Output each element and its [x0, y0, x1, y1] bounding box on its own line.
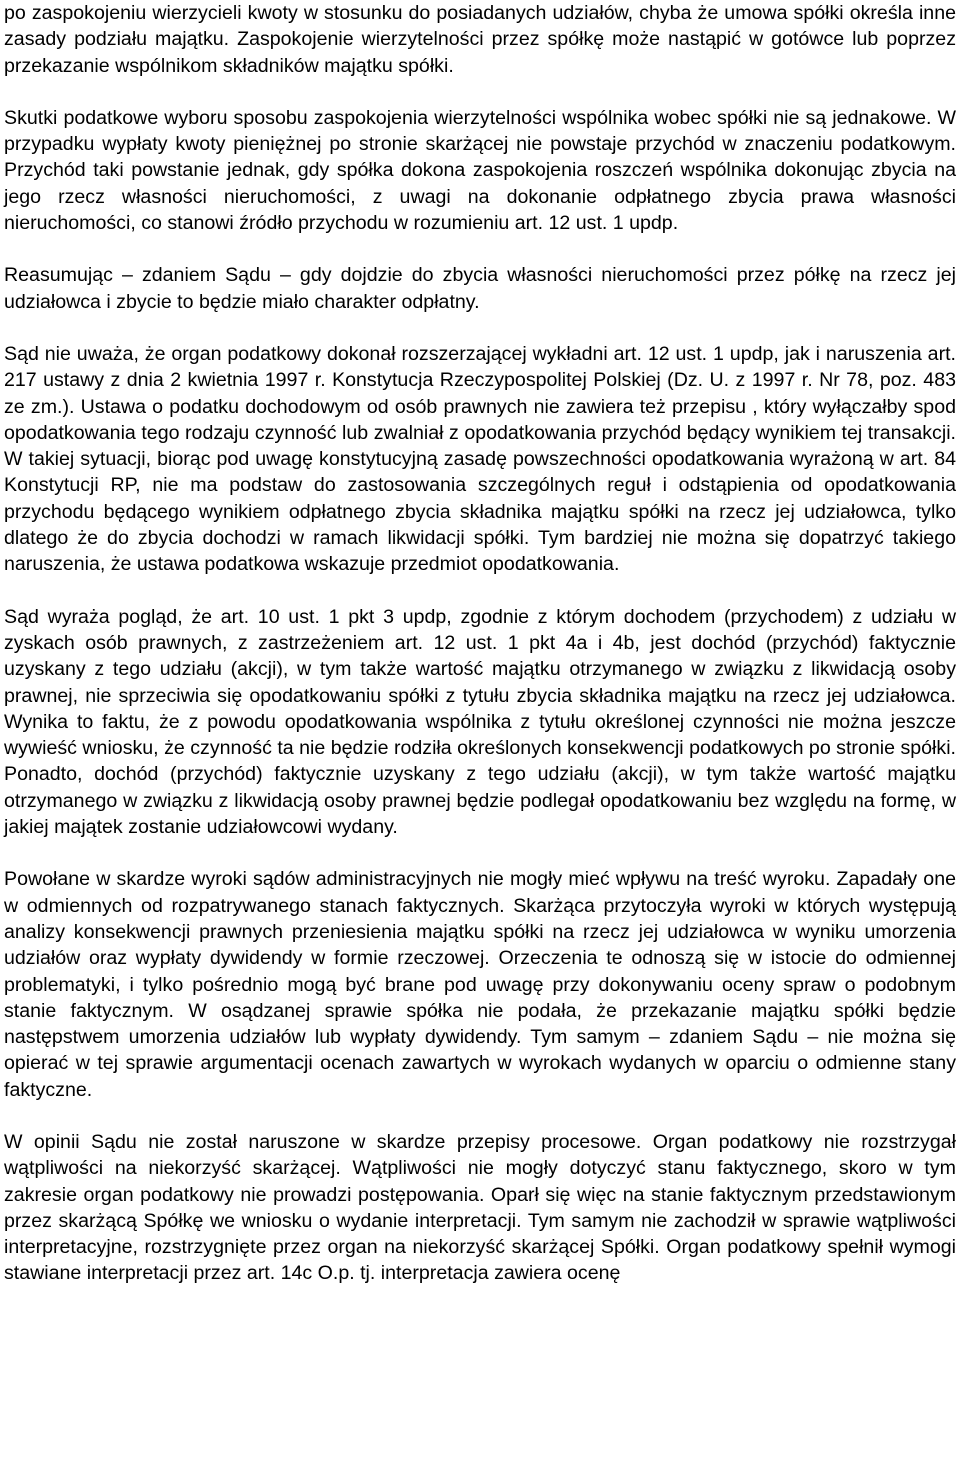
document-page — [4, 0, 956, 1313]
paragraph-tax-effects: Skutki podatkowe wyboru sposobu zaspokojenia wierzytelności wspólnika wobec spółki nie są jednakowe. W przypadku wypłaty kwoty pieniężnej po stronie skarżącej nie powstaje przychód w znaczeniu podatkowym. Przychód taki powstanie jednak, gdy spółka dokona zaspokojenia roszczeń wspólnika dokonując zbycia na jego rzecz własności nieruchomości, z uwagi na dokonanie odpłatnego zbycia prawa własności nieruchomości, co stanowi źródło przychodu w rozumieniu art. 12 ust. 1 updp. — [4, 106, 956, 235]
paragraph-procedural-rules: W opinii Sądu nie został naruszone w skardze przepisy procesowe. Organ podatkowy nie rozstrzygał wątpliwości na niekorzyść skarżącej. Wątpliwości nie mogły dotyczyć stanu faktycznego, skoro w tym zakresie organ podatkowy nie prowadzi postępowania. Oparł się więc na stanie faktycznym przedstawionym przez skarżącą Spółkę we wniosku o wydanie interpretacji. Tym samym nie zachodził w sprawie wątpliwości interpretacyjne, rozstrzygnięte przez organ na niekorzyść skarżącej Spółki. Organ podatkowy spełnił wymogi stawiane interpretacji przez art. 14c O.p. tj. interpretacja zawiera ocenę — [4, 1130, 956, 1285]
paragraph-cited-judgments: Powołane w skardze wyroki sądów administracyjnych nie mogły mieć wpływu na treść wyroku. Zapadały one w odmiennych od rozpatrywanego stanach faktycznych. Skarżąca przytoczyła wyroki w których występują analizy konsekwencji prawnych przeniesienia majątku spółki na rzecz jej udziałowca w wyniku umorzenia udziałów oraz wypłaty dywidendy w formie rzeczowej. Orzeczenia te odnoszą się w istocie do odmiennej problematyki, i tylko pośrednio mogą być brane pod uwagę przy dokonywaniu oceny spraw o podobnym stanie faktycznym. W osądzanej sprawie spółka nie podała, że przekazanie majątku spółki będzie następstwem umorzenia udziałów lub wypłaty dywidendy. Tym samym – zdaniem Sądu – nie można się opierać w tej sprawie argumentacji ocenach zawartych w wyrokach wydanych w oparciu o odmienne stany faktyczne. — [4, 868, 956, 1101]
paragraph-summary: Reasumując – zdaniem Sądu – gdy dojdzie do zbycia własności nieruchomości przez półkę na rzecz jej udziałowca i zbycie to będzie miało charakter odpłatny. — [4, 264, 956, 313]
paragraph-constitutional-analysis: Sąd nie uważa, że organ podatkowy dokonał rozszerzającej wykładni art. 12 ust. 1 updp, jak i naruszenia art. 217 ustawy z dnia 2 kwietnia 1997 r. Konstytucja Rzeczypospolitej Polskiej (Dz. U. z 1997 r. Nr 78, poz. 483 ze zm.). Ustawa o podatku dochodowym od osób prawnych nie zawiera też przepisu , który wyłączałby spod opodatkowania tego rodzaju czynność lub zwalniał z opodatkowania przychód będący wynikiem tej transakcji. W takiej sytuacji, biorąc pod uwagę konstytucyjną zasadę powszechności opodatkowania wyrażoną w art. 84 Konstytucji RP, nie ma podstaw do zastosowania szczególnych reguł i odstąpienia od opodatkowania przychodu będącego wynikiem odpłatnego zbycia składnika majątku spółki na rzecz jej udziałowca, tylko dlatego że do zbycia dochodzi w ramach likwidacji spółki. Tym bardziej nie można się dopatrzyć takiego naruszenia, że ustawa podatkowa wskazuje przedmiot opodatkowania. — [4, 342, 956, 576]
paragraph-court-view: Sąd wyraża pogląd, że art. 10 ust. 1 pkt 3 updp, zgodnie z którym dochodem (przychodem) z udziału w zyskach osób prawnych, z zastrzeżeniem art. 12 ust. 1 pkt 4a i 4b, jest dochód (przychód) faktycznie uzyskany z tego udziału (akcji), w tym także wartość majątku otrzymanego w związku z likwidacją osoby prawnej, nie sprzeciwia się opodatkowaniu spółki z tytułu zbycia składnika majątku na rzecz jej udziałowca. Wynika to faktu, że z powodu opodatkowania wspólnika z tytułu określonej czynności nie można jeszcze wywieść wniosku, że czynność ta nie będzie rodziła określonych konsekwencji podatkowych po stronie spółki. Ponadto, dochód (przychód) faktycznie uzyskany z tego udziału (akcji), w tym także wartość majątku otrzymanego w związku z likwidacją osoby prawnej będzie podlegał opodatkowaniu bez względu na formę, w jakiej majątek zostanie udziałowcowi wydany. — [4, 605, 956, 839]
paragraph-intro-continuation: po zaspokojeniu wierzycieli kwoty w stosunku do posiadanych udziałów, chyba że umowa spółki określa inne zasady podziału majątku. Zaspokojenie wierzytelności przez spółkę może nastąpić w gotówce lub poprzez przekazanie wspólnikom składników majątku spółki. — [4, 2, 956, 77]
